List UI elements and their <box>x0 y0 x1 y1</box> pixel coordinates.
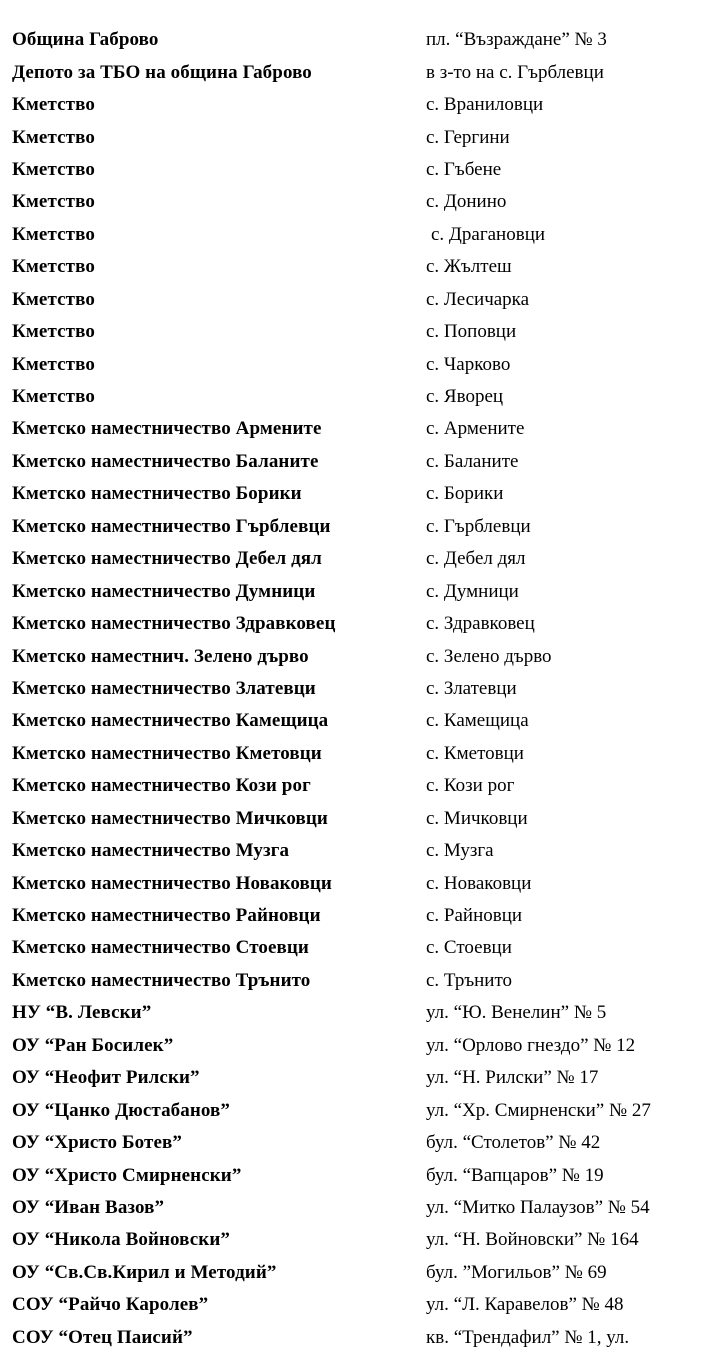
table-row <box>12 1127 712 1159</box>
table-row <box>12 835 712 867</box>
table-row <box>12 413 712 445</box>
table-row <box>12 284 712 316</box>
institution-name: Кметско наместничество Гърблевци <box>12 515 331 537</box>
institution-address: ул. “Ю. Венелин” № 5 <box>426 1002 607 1024</box>
institution-name: СОУ “Отец Паисий” <box>12 1326 193 1348</box>
institution-address: с. Гърблевци <box>426 515 531 537</box>
institution-address: с. Жълтеш <box>426 256 512 278</box>
institution-address: с. Враниловци <box>426 94 544 116</box>
table-row <box>12 738 712 770</box>
institution-name: Кметство <box>12 126 95 148</box>
institution-address: с. Гергини <box>426 126 510 148</box>
institution-address: ул. “Л. Каравелов” № 48 <box>426 1294 624 1316</box>
institution-address: с. Борики <box>426 483 504 505</box>
institution-address: с. Зелено дърво <box>426 645 552 667</box>
institution-address: с. Баланите <box>426 450 519 472</box>
institution-name: ОУ “Христо Ботев” <box>12 1132 182 1154</box>
table-row <box>12 56 712 88</box>
table-row <box>12 1094 712 1126</box>
table-row <box>12 348 712 380</box>
institution-address: пл. “Възраждане” № 3 <box>426 29 607 51</box>
institution-name: Кметско наместничество Трънито <box>12 969 311 991</box>
institution-name: Кметско наместничество Баланите <box>12 450 319 472</box>
institution-name: Кметство <box>12 223 95 245</box>
institution-name: Кметско наместнич. Зелено дърво <box>12 645 309 667</box>
institution-address: бул. “Вапцаров” № 19 <box>426 1164 604 1186</box>
institution-address: в з-то на с. Гърблевци <box>426 61 604 83</box>
institution-address: с. Златевци <box>426 677 517 699</box>
table-row <box>12 186 712 218</box>
address-table <box>12 24 712 1354</box>
table-row <box>12 24 712 56</box>
institution-name: Кметско наместничество Здравковец <box>12 613 336 635</box>
table-row <box>12 478 712 510</box>
institution-name: Община Габрово <box>12 29 159 51</box>
institution-name: Кметско наместничество Кметовци <box>12 742 322 764</box>
institution-address: с. Мичковци <box>426 807 528 829</box>
institution-address: с. Камещица <box>426 710 529 732</box>
institution-address: с. Дебел дял <box>426 548 526 570</box>
institution-name: Кметство <box>12 256 95 278</box>
institution-name: ОУ “Иван Вазов” <box>12 1196 165 1218</box>
table-row <box>12 89 712 121</box>
institution-name: Кметство <box>12 94 95 116</box>
institution-address: с. Гъбене <box>426 158 502 180</box>
table-row <box>12 1322 712 1354</box>
institution-name: Кметство <box>12 288 95 310</box>
institution-address: ул. “Н. Рилски” № 17 <box>426 1067 599 1089</box>
table-row <box>12 965 712 997</box>
table-row <box>12 1257 712 1289</box>
institution-address: бул. “Столетов” № 42 <box>426 1132 601 1154</box>
institution-address: с. Стоевци <box>426 937 512 959</box>
institution-name: ОУ “Неофит Рилски” <box>12 1067 200 1089</box>
table-row <box>12 803 712 835</box>
table-row <box>12 932 712 964</box>
institution-address: ул. “Орлово гнездо” № 12 <box>426 1034 636 1056</box>
institution-name: Кметско наместничество Думници <box>12 580 316 602</box>
table-row <box>12 446 712 478</box>
institution-name: Кметско наместничество Мичковци <box>12 807 328 829</box>
institution-name: Депото за ТБО на община Габрово <box>12 61 312 83</box>
institution-name: НУ “В. Левски” <box>12 1002 152 1024</box>
table-row <box>12 900 712 932</box>
institution-name: ОУ “Христо Смирненски” <box>12 1164 242 1186</box>
institution-address: бул. ”Могильов” № 69 <box>426 1261 607 1283</box>
institution-address: с. Новаковци <box>426 872 532 894</box>
table-row <box>12 1224 712 1256</box>
table-row <box>12 219 712 251</box>
institution-name: Кметство <box>12 386 95 408</box>
institution-address: с. Чарково <box>426 353 511 375</box>
institution-name: ОУ “Св.Св.Кирил и Методий” <box>12 1261 277 1283</box>
institution-name: Кметско наместничество Борики <box>12 483 302 505</box>
table-row <box>12 316 712 348</box>
table-row <box>12 154 712 186</box>
institution-address: с. Армените <box>426 418 525 440</box>
institution-name: Кметство <box>12 353 95 375</box>
institution-address: с. Райновци <box>426 905 523 927</box>
table-row <box>12 997 712 1029</box>
institution-address: с. Яворец <box>426 386 504 408</box>
table-row <box>12 608 712 640</box>
institution-address: с. Музга <box>426 840 494 862</box>
table-row <box>12 1030 712 1062</box>
institution-address: с. Поповци <box>426 321 517 343</box>
table-row <box>12 511 712 543</box>
table-row <box>12 867 712 899</box>
institution-address: ул. “Хр. Смирненски” № 27 <box>426 1099 651 1121</box>
institution-name: Кметско наместничество Новаковци <box>12 872 332 894</box>
institution-name: ОУ “Ран Босилек” <box>12 1034 174 1056</box>
table-row <box>12 575 712 607</box>
institution-name: Кметско наместничество Стоевци <box>12 937 309 959</box>
institution-address: с. Донино <box>426 191 507 213</box>
table-row <box>12 770 712 802</box>
institution-address: с. Здравковец <box>426 613 535 635</box>
institution-name: Кметство <box>12 191 95 213</box>
institution-address: ул. “Митко Палаузов” № 54 <box>426 1196 650 1218</box>
institution-name: ОУ “Цанко Дюстабанов” <box>12 1099 231 1121</box>
institution-name: СОУ “Райчо Каролев” <box>12 1294 209 1316</box>
institution-name: Кметство <box>12 321 95 343</box>
institution-name: ОУ “Никола Войновски” <box>12 1229 231 1251</box>
table-row <box>12 543 712 575</box>
institution-name: Кметско наместничество Дебел дял <box>12 548 322 570</box>
institution-name: Кметско наместничество Армените <box>12 418 322 440</box>
institution-address: с. Кметовци <box>426 742 524 764</box>
table-row <box>12 1062 712 1094</box>
table-row <box>12 381 712 413</box>
institution-name: Кметско наместничество Златевци <box>12 677 316 699</box>
table-row <box>12 251 712 283</box>
institution-address: ул. “Н. Войновски” № 164 <box>426 1229 639 1251</box>
table-row <box>12 640 712 672</box>
table-row <box>12 1289 712 1321</box>
table-row <box>12 673 712 705</box>
institution-name: Кметско наместничество Камещица <box>12 710 329 732</box>
institution-name: Кметско наместничество Кози рог <box>12 775 311 797</box>
institution-address: с. Драгановци <box>431 223 546 245</box>
institution-name: Кметско наместничество Райновци <box>12 905 321 927</box>
table-row <box>12 121 712 153</box>
institution-address: с. Лесичарка <box>426 288 530 310</box>
institution-address: кв. “Трендафил” № 1, ул. <box>426 1326 630 1348</box>
table-row <box>12 1192 712 1224</box>
table-row <box>12 705 712 737</box>
table-row <box>12 1159 712 1191</box>
institution-name: Кметско наместничество Музга <box>12 840 290 862</box>
institution-address: с. Думници <box>426 580 519 602</box>
institution-address: с. Трънито <box>426 969 513 991</box>
institution-name: Кметство <box>12 158 95 180</box>
institution-address: с. Кози рог <box>426 775 515 797</box>
